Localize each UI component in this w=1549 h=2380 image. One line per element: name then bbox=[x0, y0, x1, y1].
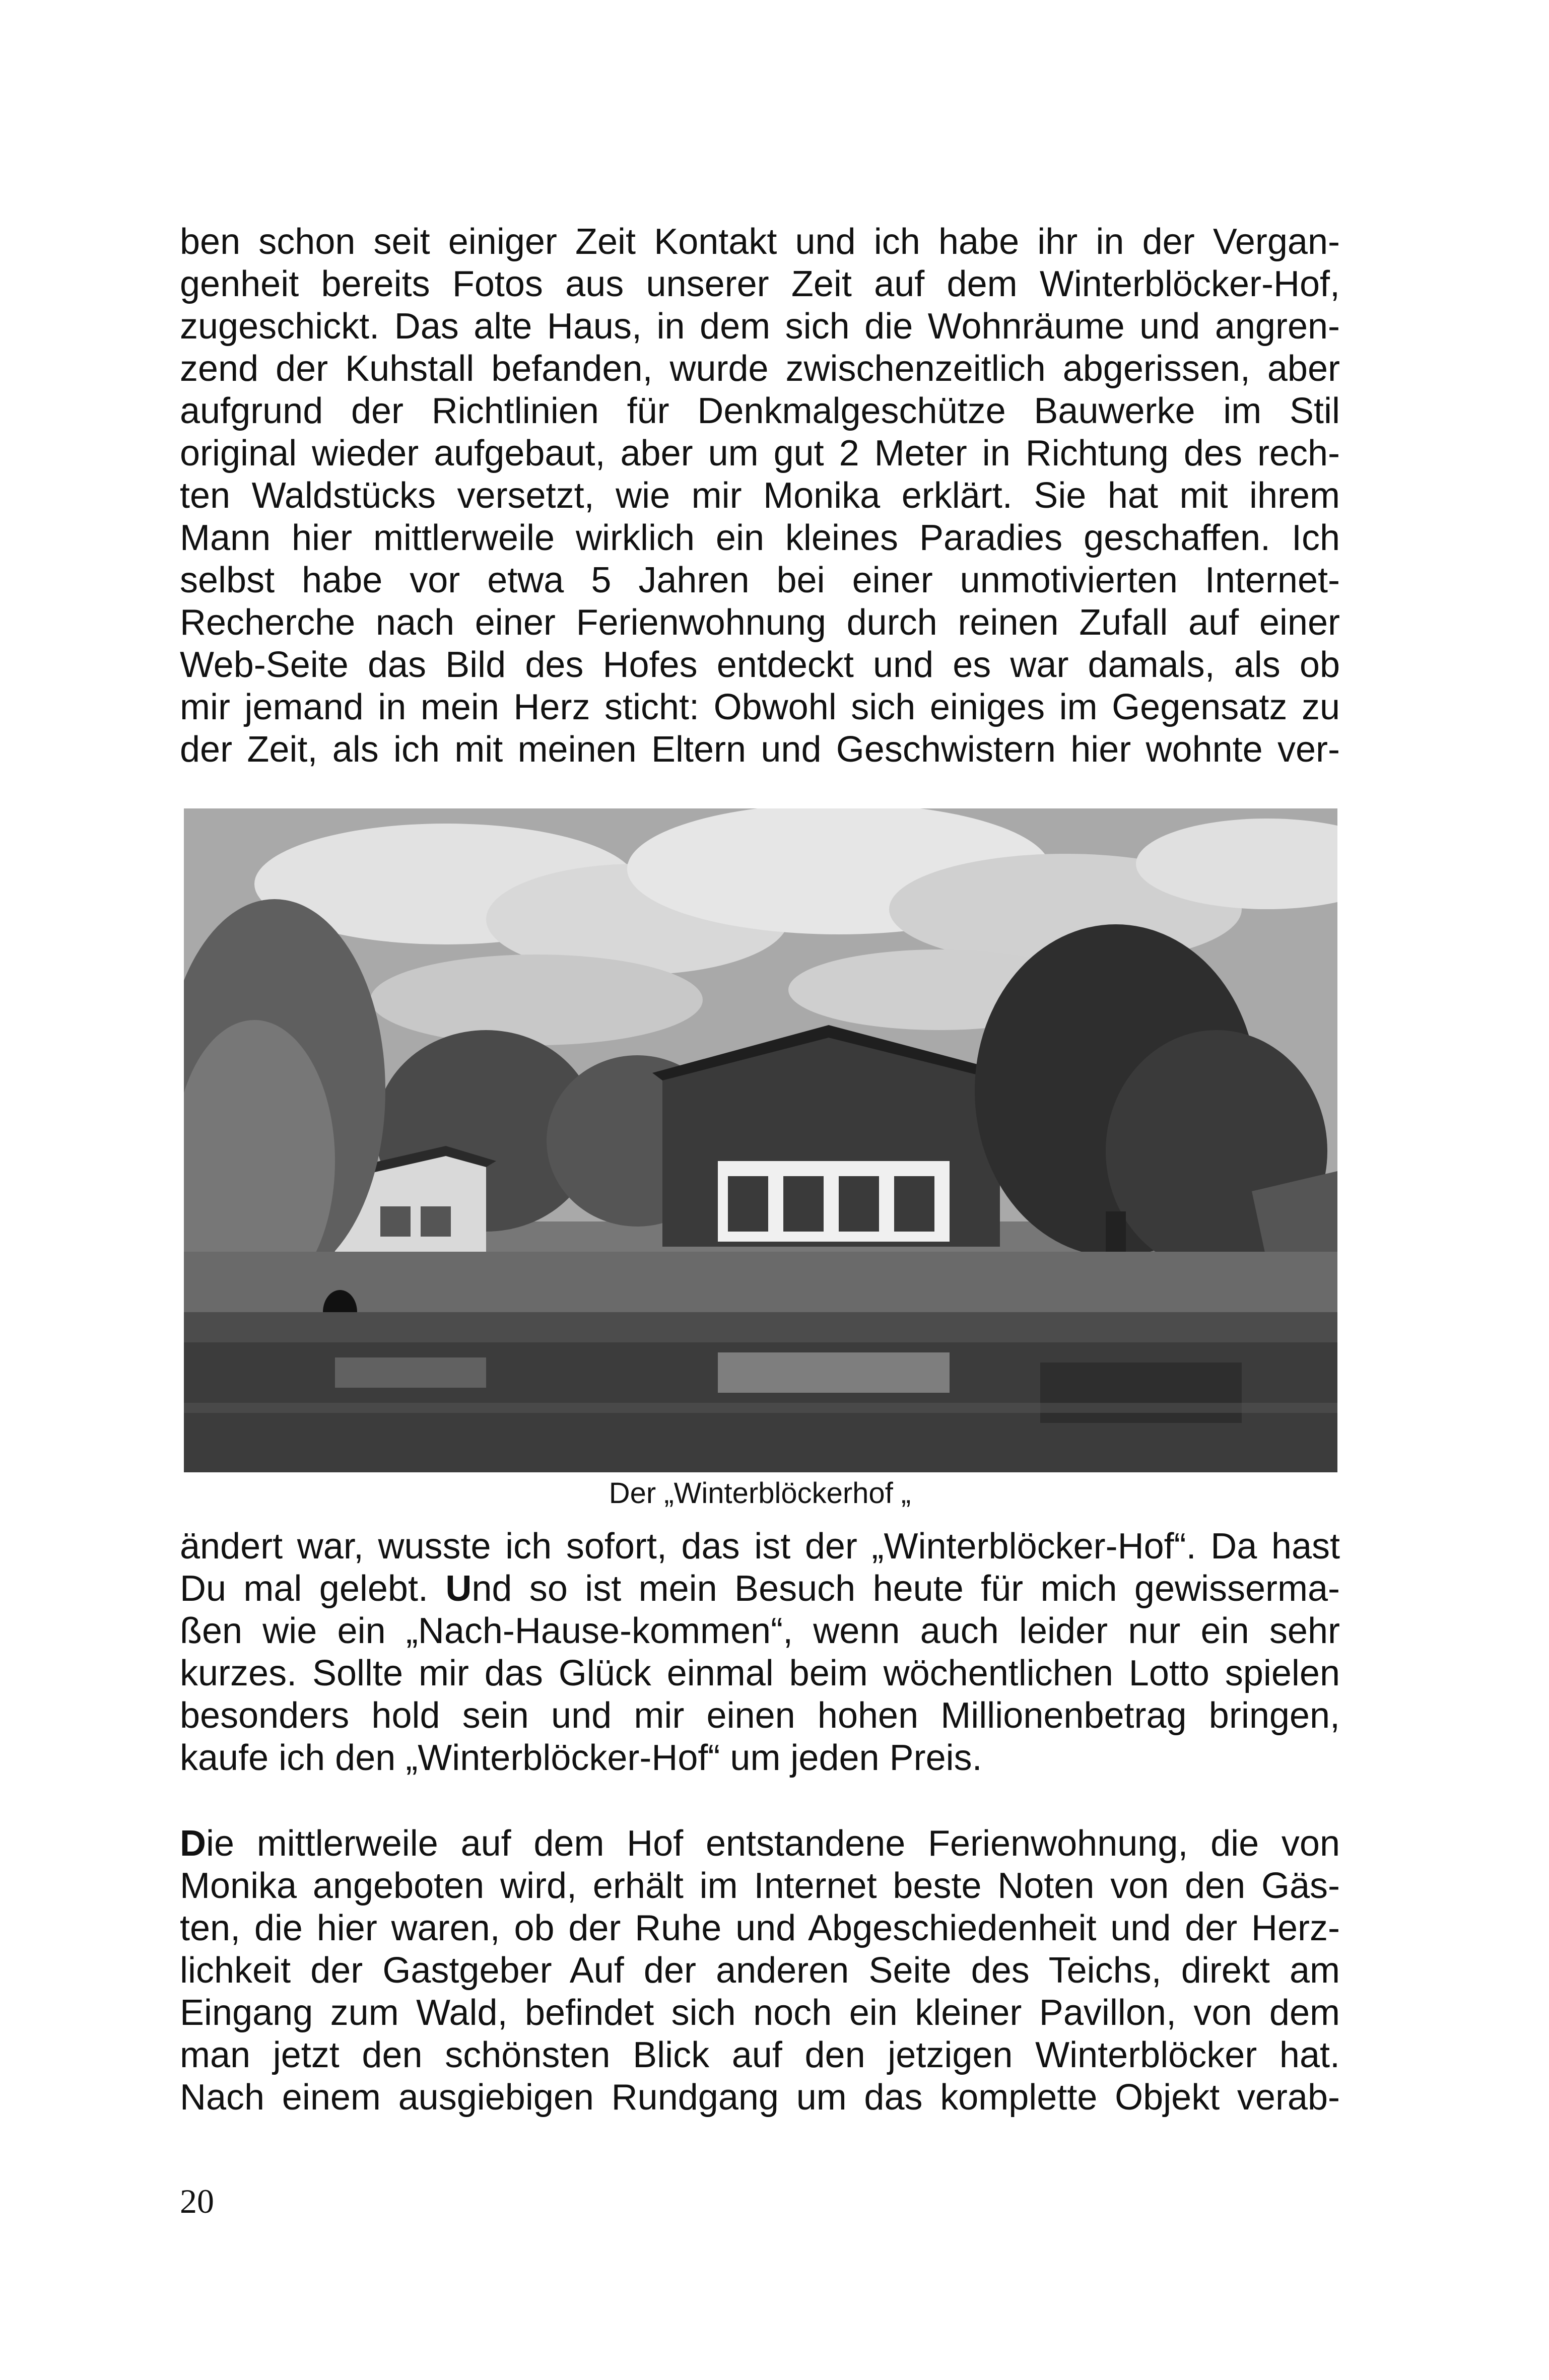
text-fragment: nd so ist mein Besuch heute für mich gewisserma- bbox=[472, 1569, 1340, 1609]
text-line: man jetzt den schönsten Blick auf den jetzigen Winterblöcker hat. bbox=[180, 2035, 1340, 2075]
text-line: Web-Seite das Bild des Hofes entdeckt und es war damals, als ob bbox=[180, 645, 1340, 685]
text-line: ändert war, wusste ich sofort, das ist der „Winterblöcker-Hof“. Da hast bbox=[180, 1526, 1340, 1567]
paragraph-bottom bbox=[180, 1822, 1340, 2119]
text-line: Monika angeboten wird, erhält im Internet beste Noten von den Gäs- bbox=[180, 1866, 1340, 1906]
text-line: lichkeit der Gastgeber Auf der anderen Seite des Teichs, direkt am bbox=[180, 1950, 1340, 1991]
text-line bbox=[180, 1568, 1340, 1610]
text-line bbox=[180, 1822, 1340, 1865]
paragraph-top bbox=[180, 221, 1340, 771]
text-line: der Zeit, als ich mit meinen Eltern und Geschwistern hier wohnte ver- bbox=[180, 729, 1340, 770]
text-line: Nach einem ausgiebigen Rundgang um das komplette Objekt verab- bbox=[180, 2077, 1340, 2118]
text-line: original wieder aufgebaut, aber um gut 2 Meter in Richtung des rech- bbox=[180, 433, 1340, 473]
text-line: genheit bereits Fotos aus unserer Zeit auf dem Winterblöcker-Hof, bbox=[180, 264, 1340, 304]
text-line: ten Waldstücks versetzt, wie mir Monika erklärt. Sie hat mit ihrem bbox=[180, 475, 1340, 516]
bold-initial: D bbox=[180, 1823, 206, 1864]
text-line: ben schon seit einiger Zeit Kontakt und ich habe ihr in der Vergan- bbox=[180, 222, 1340, 262]
farmhouse-photo-illustration bbox=[184, 808, 1337, 1472]
text-line: ßen wie ein „Nach-Hause-kommen“, wenn auch leider nur ein sehr bbox=[180, 1611, 1340, 1651]
text-line: ten, die hier waren, ob der Ruhe und Abgeschiedenheit und der Herz- bbox=[180, 1908, 1340, 1948]
text-line: Recherche nach einer Ferienwohnung durch reinen Zufall auf einer bbox=[180, 602, 1340, 643]
text-line: zend der Kuhstall befanden, wurde zwischenzeitlich abgerissen, aber bbox=[180, 349, 1340, 389]
text-fragment: Du mal gelebt. bbox=[180, 1569, 446, 1609]
text-line: zugeschickt. Das alte Haus, in dem sich die Wohnräume und angren- bbox=[180, 306, 1340, 347]
text-line: Eingang zum Wald, befindet sich noch ein kleiner Pavillon, von dem bbox=[180, 1993, 1340, 2033]
text-line: mir jemand in mein Herz sticht: Obwohl sich einiges im Gegensatz zu bbox=[180, 687, 1340, 727]
bold-initial: U bbox=[445, 1569, 472, 1609]
page-number: 20 bbox=[180, 2182, 214, 2220]
text-line: kaufe ich den „Winterblöcker-Hof“ um jeden Preis. bbox=[180, 1738, 982, 1778]
text-line: kurzes. Sollte mir das Glück einmal beim wöchentlichen Lotto spielen bbox=[180, 1653, 1340, 1693]
text-line: selbst habe vor etwa 5 Jahren bei einer unmotivierten Internet- bbox=[180, 560, 1340, 600]
farmhouse-photo bbox=[184, 808, 1337, 1472]
text-line: aufgrund der Richtlinien für Denkmalgeschütze Bauwerke im Stil bbox=[180, 391, 1340, 431]
text-fragment: ie mittlerweile auf dem Hof entstandene Ferienwohnung, die von bbox=[206, 1823, 1340, 1864]
photo-caption: Der „Winterblöckerhof „ bbox=[609, 1477, 911, 1510]
text-line: besonders hold sein und mir einen hohen Millionenbetrag bringen, bbox=[180, 1695, 1340, 1736]
text-line: Mann hier mittlerweile wirklich ein kleines Paradies geschaffen. Ich bbox=[180, 518, 1340, 558]
paragraph-middle bbox=[180, 1525, 1340, 1779]
